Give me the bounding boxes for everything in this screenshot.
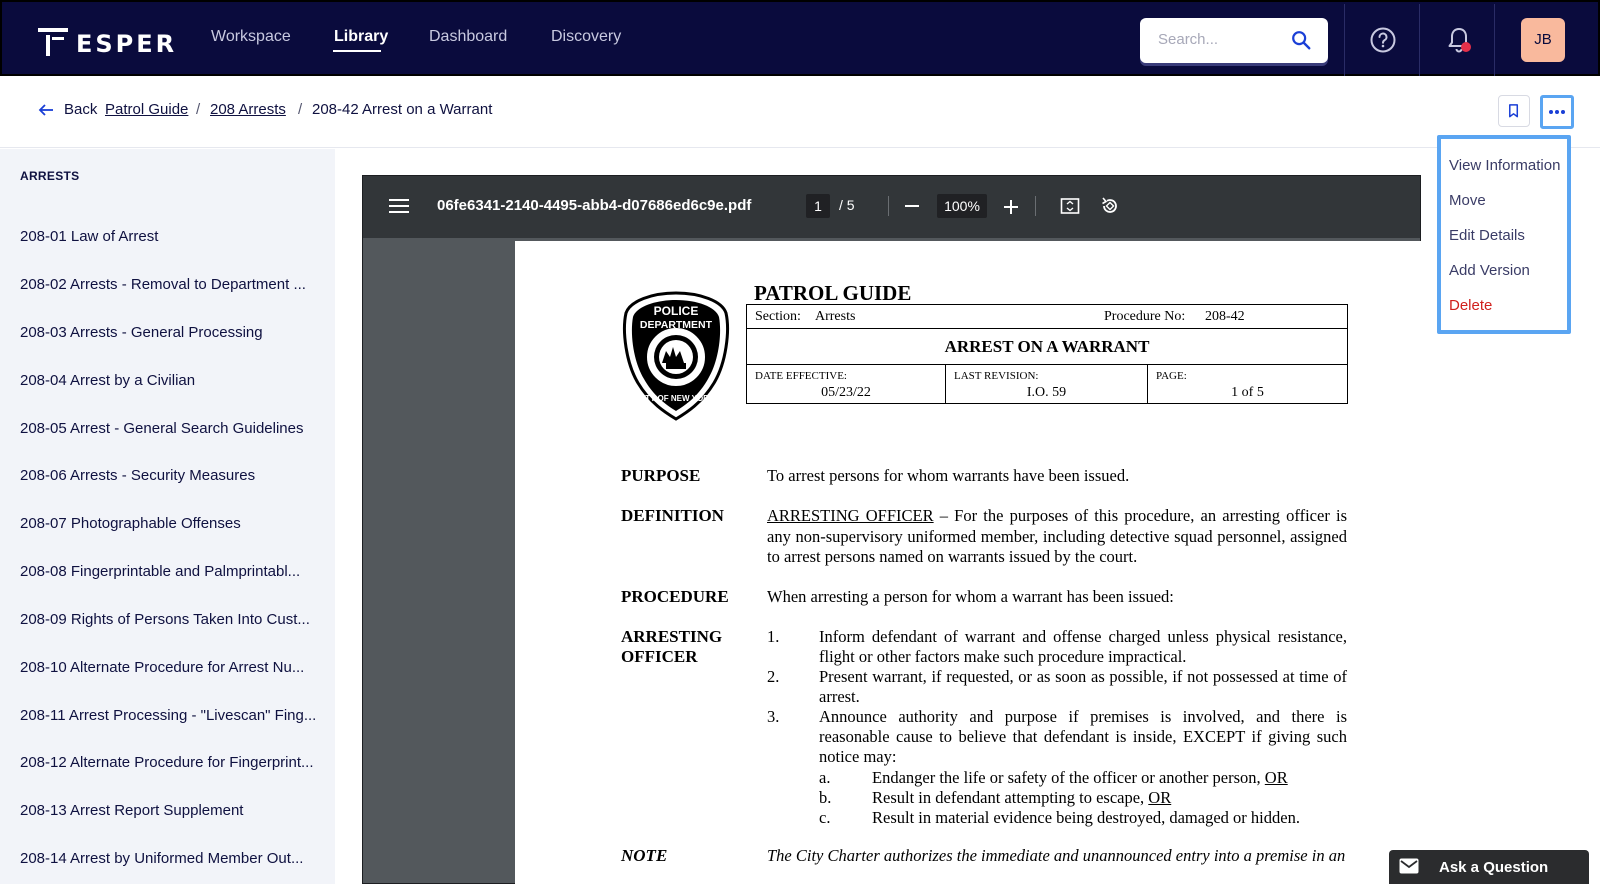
step-number: 1. xyxy=(767,627,780,646)
search-input[interactable] xyxy=(1140,18,1328,63)
purpose-label: PURPOSE xyxy=(621,466,701,485)
bookmark-icon xyxy=(1499,96,1529,126)
page-label: PAGE: xyxy=(1156,370,1187,382)
date-effective-label: DATE EFFECTIVE: xyxy=(755,370,847,382)
toolbar-divider xyxy=(1035,196,1036,216)
sidebar-item[interactable]: 208-08 Fingerprintable and Palmprintabl... xyxy=(20,563,301,580)
step-number: 2. xyxy=(767,667,780,686)
mail-icon xyxy=(1399,858,1419,874)
notification-badge xyxy=(1461,42,1471,52)
seal-text-top: POLICE xyxy=(653,304,699,318)
section-value: Arrests xyxy=(815,309,856,324)
nav-link-library[interactable]: Library xyxy=(334,28,389,45)
sidebar-item[interactable]: 208-14 Arrest by Uniformed Member Out... xyxy=(20,850,304,867)
page-value: 1 of 5 xyxy=(1231,385,1264,400)
esper-logo[interactable] xyxy=(38,26,177,58)
sidebar-item[interactable]: 208-03 Arrests - General Processing xyxy=(20,324,263,341)
breadcrumb-current: 208-42 Arrest on a Warrant xyxy=(312,101,493,118)
bookmark-button[interactable] xyxy=(1498,95,1530,127)
note-label: NOTE xyxy=(621,846,668,865)
procedure-text: When arresting a person for whom a warrant has been issued: xyxy=(767,587,1174,606)
substep-text xyxy=(872,768,1288,788)
substep-text: Result in material evidence being destroyed, damaged or hidden. xyxy=(872,808,1300,827)
seal-text-bottom: CITY OF NEW YORK xyxy=(637,394,715,403)
more-dot xyxy=(1561,110,1565,114)
document-header-table xyxy=(746,304,1348,404)
last-revision-label: LAST REVISION: xyxy=(954,370,1039,382)
definition-body: – For the purposes of this procedure, an arresting officer is any non-supervisory uniformed member, including detective squad personnel, assigned to arrest persons named on warrants issued by the court. xyxy=(767,506,1347,566)
search-icon[interactable] xyxy=(1290,29,1312,51)
nav-divider xyxy=(1494,4,1495,76)
header-section-row xyxy=(747,305,1347,329)
sidebar-item[interactable]: 208-04 Arrest by a Civilian xyxy=(20,372,196,389)
pdf-filename: 06fe6341-2140-4495-abb4-d07686ed6c9e.pdf xyxy=(437,197,752,214)
breadcrumb-separator: / xyxy=(298,101,303,118)
note-text: The City Charter authorizes the immediate and unannounced entry into a premise in an xyxy=(767,846,1346,865)
ask-a-question-label: Ask a Question xyxy=(1439,859,1549,876)
substep-letter: a. xyxy=(819,768,831,787)
definition-label: DEFINITION xyxy=(621,506,724,525)
sidebar-item[interactable]: 208-09 Rights of Persons Taken Into Cust... xyxy=(20,611,310,628)
breadcrumb-separator: / xyxy=(196,101,201,118)
pdf-toolbar xyxy=(363,176,1420,238)
nav-divider xyxy=(1419,4,1420,76)
seal-text-mid: DEPARTMENT xyxy=(639,319,713,331)
sidebar-item[interactable]: 208-07 Photographable Offenses xyxy=(20,515,241,532)
definition-text xyxy=(767,506,1347,568)
back-button[interactable]: Back xyxy=(64,101,98,118)
nypd-seal-icon xyxy=(622,291,730,421)
breadcrumb-bar xyxy=(0,76,1600,148)
sidebar-item[interactable]: 208-10 Alternate Procedure for Arrest Nu... xyxy=(20,659,305,676)
date-effective-value: 05/23/22 xyxy=(821,385,871,400)
more-dot xyxy=(1549,110,1553,114)
help-icon[interactable] xyxy=(1370,27,1396,53)
esper-logo-mark-icon xyxy=(38,28,68,56)
more-options-button[interactable] xyxy=(1540,95,1574,129)
substep-body: Result in defendant attempting to escape, xyxy=(872,788,1149,807)
pdf-page xyxy=(515,241,1421,884)
rotate-icon[interactable] xyxy=(1099,195,1121,217)
sidebar-item[interactable]: 208-13 Arrest Report Supplement xyxy=(20,802,244,819)
procedure-value: 208-42 xyxy=(1205,309,1245,324)
sidebar-item[interactable]: 208-01 Law of Arrest xyxy=(20,228,159,245)
procedure-label: Procedure No: xyxy=(1104,309,1186,324)
ask-a-question-button[interactable] xyxy=(1389,850,1589,884)
step-text: Announce authority and purpose if premises is involved, and there is reasonable cause to believe that defendant is inside, EXCEPT if giving such notice may: xyxy=(819,707,1347,766)
nav-divider xyxy=(1344,4,1345,76)
menu-item-delete[interactable]: Delete xyxy=(1449,297,1493,314)
nav-link-discovery[interactable]: Discovery xyxy=(551,28,622,45)
menu-item-add-version[interactable]: Add Version xyxy=(1449,262,1530,279)
zoom-level[interactable]: 100% xyxy=(937,194,987,218)
step-number: 3. xyxy=(767,707,780,726)
step-text: Present warrant, if requested, or as soon as possible, if not possessed at time of arrest. xyxy=(819,667,1347,706)
hamburger-menu-icon[interactable] xyxy=(389,198,409,214)
last-revision-value: I.O. 59 xyxy=(1026,385,1067,400)
step-text: Inform defendant of warrant and offense charged unless physical resistance, flight or other factors make such procedure impractical. xyxy=(819,627,1347,666)
substep-or: OR xyxy=(1148,788,1172,807)
officer-label-line1: ARRESTING xyxy=(621,627,723,646)
page-number-input[interactable]: 1 xyxy=(806,194,830,218)
breadcrumb-208-arrests[interactable]: 208 Arrests xyxy=(210,101,286,118)
menu-item-edit-details[interactable]: Edit Details xyxy=(1449,227,1525,244)
menu-item-view-information[interactable]: View Information xyxy=(1449,157,1561,174)
date-effective-cell xyxy=(747,365,946,404)
nav-link-dashboard[interactable]: Dashboard xyxy=(429,28,508,45)
top-navigation-bar xyxy=(0,0,1600,76)
procedure-heading: ARREST ON A WARRANT xyxy=(747,329,1347,365)
substep-letter: b. xyxy=(819,788,832,807)
sidebar-item[interactable]: 208-06 Arrests - Security Measures xyxy=(20,467,256,484)
sidebar-title: ARRESTS xyxy=(20,169,80,183)
user-avatar[interactable]: JB xyxy=(1521,18,1565,62)
last-revision-cell xyxy=(946,365,1148,404)
more-options-menu xyxy=(1437,135,1571,334)
nav-link-workspace[interactable]: Workspace xyxy=(211,28,291,45)
sidebar-item[interactable]: 208-05 Arrest - General Search Guidelines xyxy=(20,420,304,437)
fit-page-icon[interactable] xyxy=(1060,196,1080,216)
substep-or: OR xyxy=(1264,768,1288,787)
procedure-section-label: PROCEDURE xyxy=(621,587,729,606)
search-placeholder: Search... xyxy=(1158,31,1219,48)
sidebar-item[interactable]: 208-11 Arrest Processing - "Livescan" Fing... xyxy=(20,707,317,724)
zoom-in-icon[interactable] xyxy=(1003,199,1019,215)
brand-name: ESPER xyxy=(76,30,178,58)
page-total: / 5 xyxy=(839,197,855,213)
sidebar-item[interactable]: 208-12 Alternate Procedure for Fingerprint... xyxy=(20,754,314,771)
menu-item-move[interactable]: Move xyxy=(1449,192,1486,209)
toolbar-divider xyxy=(888,196,889,216)
substep-body: Endanger the life or safety of the officer or another person, xyxy=(872,768,1265,787)
sidebar-item[interactable]: 208-02 Arrests - Removal to Department ... xyxy=(20,276,306,293)
breadcrumb-patrol-guide[interactable]: Patrol Guide xyxy=(105,101,189,118)
substep-text xyxy=(872,788,1171,808)
more-dot xyxy=(1555,110,1559,114)
zoom-out-icon[interactable] xyxy=(904,199,920,213)
definition-term: ARRESTING OFFICER xyxy=(767,506,934,525)
purpose-text: To arrest persons for whom warrants have been issued. xyxy=(767,466,1130,485)
pdf-viewer xyxy=(362,175,1421,884)
section-label: Section: xyxy=(755,309,801,324)
active-nav-indicator xyxy=(333,50,381,52)
back-arrow-icon[interactable] xyxy=(38,103,54,117)
officer-label-line2: OFFICER xyxy=(621,647,698,666)
document-title: PATROL GUIDE xyxy=(754,281,912,305)
substep-letter: c. xyxy=(819,808,831,827)
document-sidebar xyxy=(0,149,335,884)
page-cell xyxy=(1148,365,1347,404)
